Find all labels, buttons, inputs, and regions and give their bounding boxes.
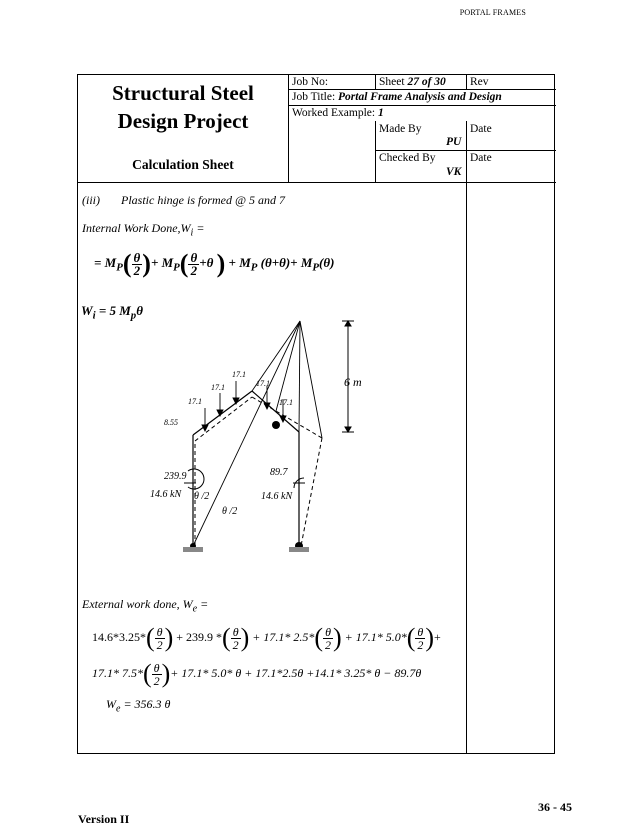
title-block <box>78 75 556 183</box>
sheet-cell <box>379 75 446 89</box>
load-label-d: 17.1 <box>188 397 202 406</box>
external-work-heading <box>82 597 208 614</box>
frac-num: θ <box>133 249 141 265</box>
ew-term-2: + 239.9 * <box>176 629 223 644</box>
angle-label-b: θ /2 <box>222 506 238 517</box>
job-no-label: Job No: <box>292 76 329 88</box>
running-header: PORTAL FRAMES <box>459 8 526 17</box>
wi-sub: i <box>92 309 96 322</box>
ew-term-4: + 17.1* 5.0* <box>344 629 407 644</box>
frac-num: θ <box>417 624 424 639</box>
job-title-cell <box>292 90 502 104</box>
case-number: (iii) <box>82 193 100 207</box>
external-work-eq: = <box>200 597 209 611</box>
page-number: 36 - 45 <box>538 800 572 814</box>
force-label-left: 14.6 kN <box>150 489 182 500</box>
wi-rhs: = 5 M <box>98 303 131 318</box>
hinge-5 <box>272 421 280 429</box>
project-title <box>78 79 288 135</box>
ew-term-7: + 17.1* 5.0* θ + 17.1*2.5θ +14.1* 3.25* θ − 89.7θ <box>170 665 422 680</box>
load-label-c: 17.1 <box>256 379 270 388</box>
load-label-b: 17.1 <box>211 383 225 392</box>
calc-sheet-label: Calculation Sheet <box>132 157 234 172</box>
checked-by-value: VK <box>446 166 462 178</box>
worked-example-cell <box>292 106 384 120</box>
frac-num: θ <box>190 249 198 265</box>
ew-term-3: + 17.1* 2.5* <box>252 629 315 644</box>
load-label-a: 17.1 <box>232 370 246 379</box>
external-work-line1: 14.6*3.25*( $\frac{\theta}{2}$ ) + 239.9 *( $\frac{\theta}{2}$ ) + 17.1* 2.5*( $\frac{\theta}{2}$ ) + 17.1* 5.0*( $\frac{\theta}{2}$ )+ <box>92 623 441 652</box>
load-label-855: 8.55 <box>164 418 178 427</box>
internal-work-eq: = <box>196 221 205 235</box>
external-work-line2: 17.1* 7.5*( $\frac{\theta}{2}$ )+ 17.1* 5.0* θ + 17.1*2.5θ +14.1* 3.25* θ − 89.7θ <box>92 659 422 688</box>
force-label-right: 14.6 kN <box>261 491 293 502</box>
frac-den: 2 <box>417 637 424 652</box>
rev-label: Rev <box>470 76 489 88</box>
job-title-label: Job Title: <box>292 91 336 103</box>
checked-by-label: Checked By <box>379 152 436 164</box>
external-work-result <box>106 697 170 714</box>
ew-term-1: 14.6*3.25* <box>92 629 146 644</box>
support-left <box>183 547 203 552</box>
case-text: Plastic hinge is formed @ 5 and 7 <box>121 193 286 207</box>
internal-work-heading <box>82 221 204 238</box>
wi-p: p <box>130 309 137 322</box>
frac-num: θ <box>325 624 331 639</box>
moment-label-right: 89.7 <box>270 467 288 478</box>
case-heading <box>82 193 285 208</box>
job-title-value: Portal Frame Analysis and Design <box>338 91 502 103</box>
we-sub: e <box>116 703 121 715</box>
frac-den: 2 <box>153 673 160 688</box>
ew-term-5: + <box>434 629 441 644</box>
date-label-2: Date <box>470 152 492 164</box>
project-title-line1: Structural Steel <box>112 81 254 105</box>
made-by-value: PU <box>446 136 462 148</box>
frac-num: θ <box>156 624 163 639</box>
dim-label-6m: 6 m <box>344 375 362 389</box>
we-rhs: = 356.3 θ <box>123 697 171 711</box>
rotation-rays <box>193 321 322 546</box>
external-work-sub: e <box>192 603 198 615</box>
made-by-label: Made By <box>379 123 422 135</box>
moment-arc-left <box>188 469 204 489</box>
moment-label-left: 239.9 <box>164 471 187 482</box>
angle-label-a: θ /2 <box>194 491 210 502</box>
ew-term-6: 17.1* 7.5* <box>92 665 143 680</box>
support-right <box>289 547 309 552</box>
frac-den: 2 <box>232 637 239 652</box>
load-label-e: 17.1 <box>279 398 293 407</box>
wi-result <box>81 303 143 322</box>
frac-den: 2 <box>133 262 141 278</box>
portal-frame-diagram <box>148 313 398 558</box>
internal-work-label: Internal Work Done,W <box>82 221 191 235</box>
internal-work-sub: i <box>190 227 194 239</box>
project-title-line2: Design Project <box>117 109 249 133</box>
frac-num: θ <box>232 624 239 639</box>
frac-den: 2 <box>190 262 198 278</box>
we-symbol: W <box>106 697 116 711</box>
wi-theta: θ <box>136 303 143 318</box>
worked-example-label: Worked Example: <box>292 107 376 119</box>
frac-den: 2 <box>156 637 163 652</box>
wi-symbol: W <box>81 303 93 318</box>
date-label-1: Date <box>470 123 492 135</box>
worked-example-value: 1 <box>377 107 384 119</box>
external-work-label: External work done, W <box>82 597 193 611</box>
internal-work-equation: = $M_P$( $\frac{\theta}{2}$ )+ $M_P$( $\frac{\theta}{2}$ +θ ) + $M_P$ $(\theta+\theta)+ M_P(\theta)$ <box>94 249 335 278</box>
calculation-sheet <box>77 74 555 754</box>
sheet-label: Sheet <box>379 76 405 88</box>
sheet-value: 27 of 30 <box>407 76 446 88</box>
version-label: Version II <box>78 812 130 826</box>
frac-num: θ <box>153 660 160 675</box>
frac-den: 2 <box>325 637 332 652</box>
